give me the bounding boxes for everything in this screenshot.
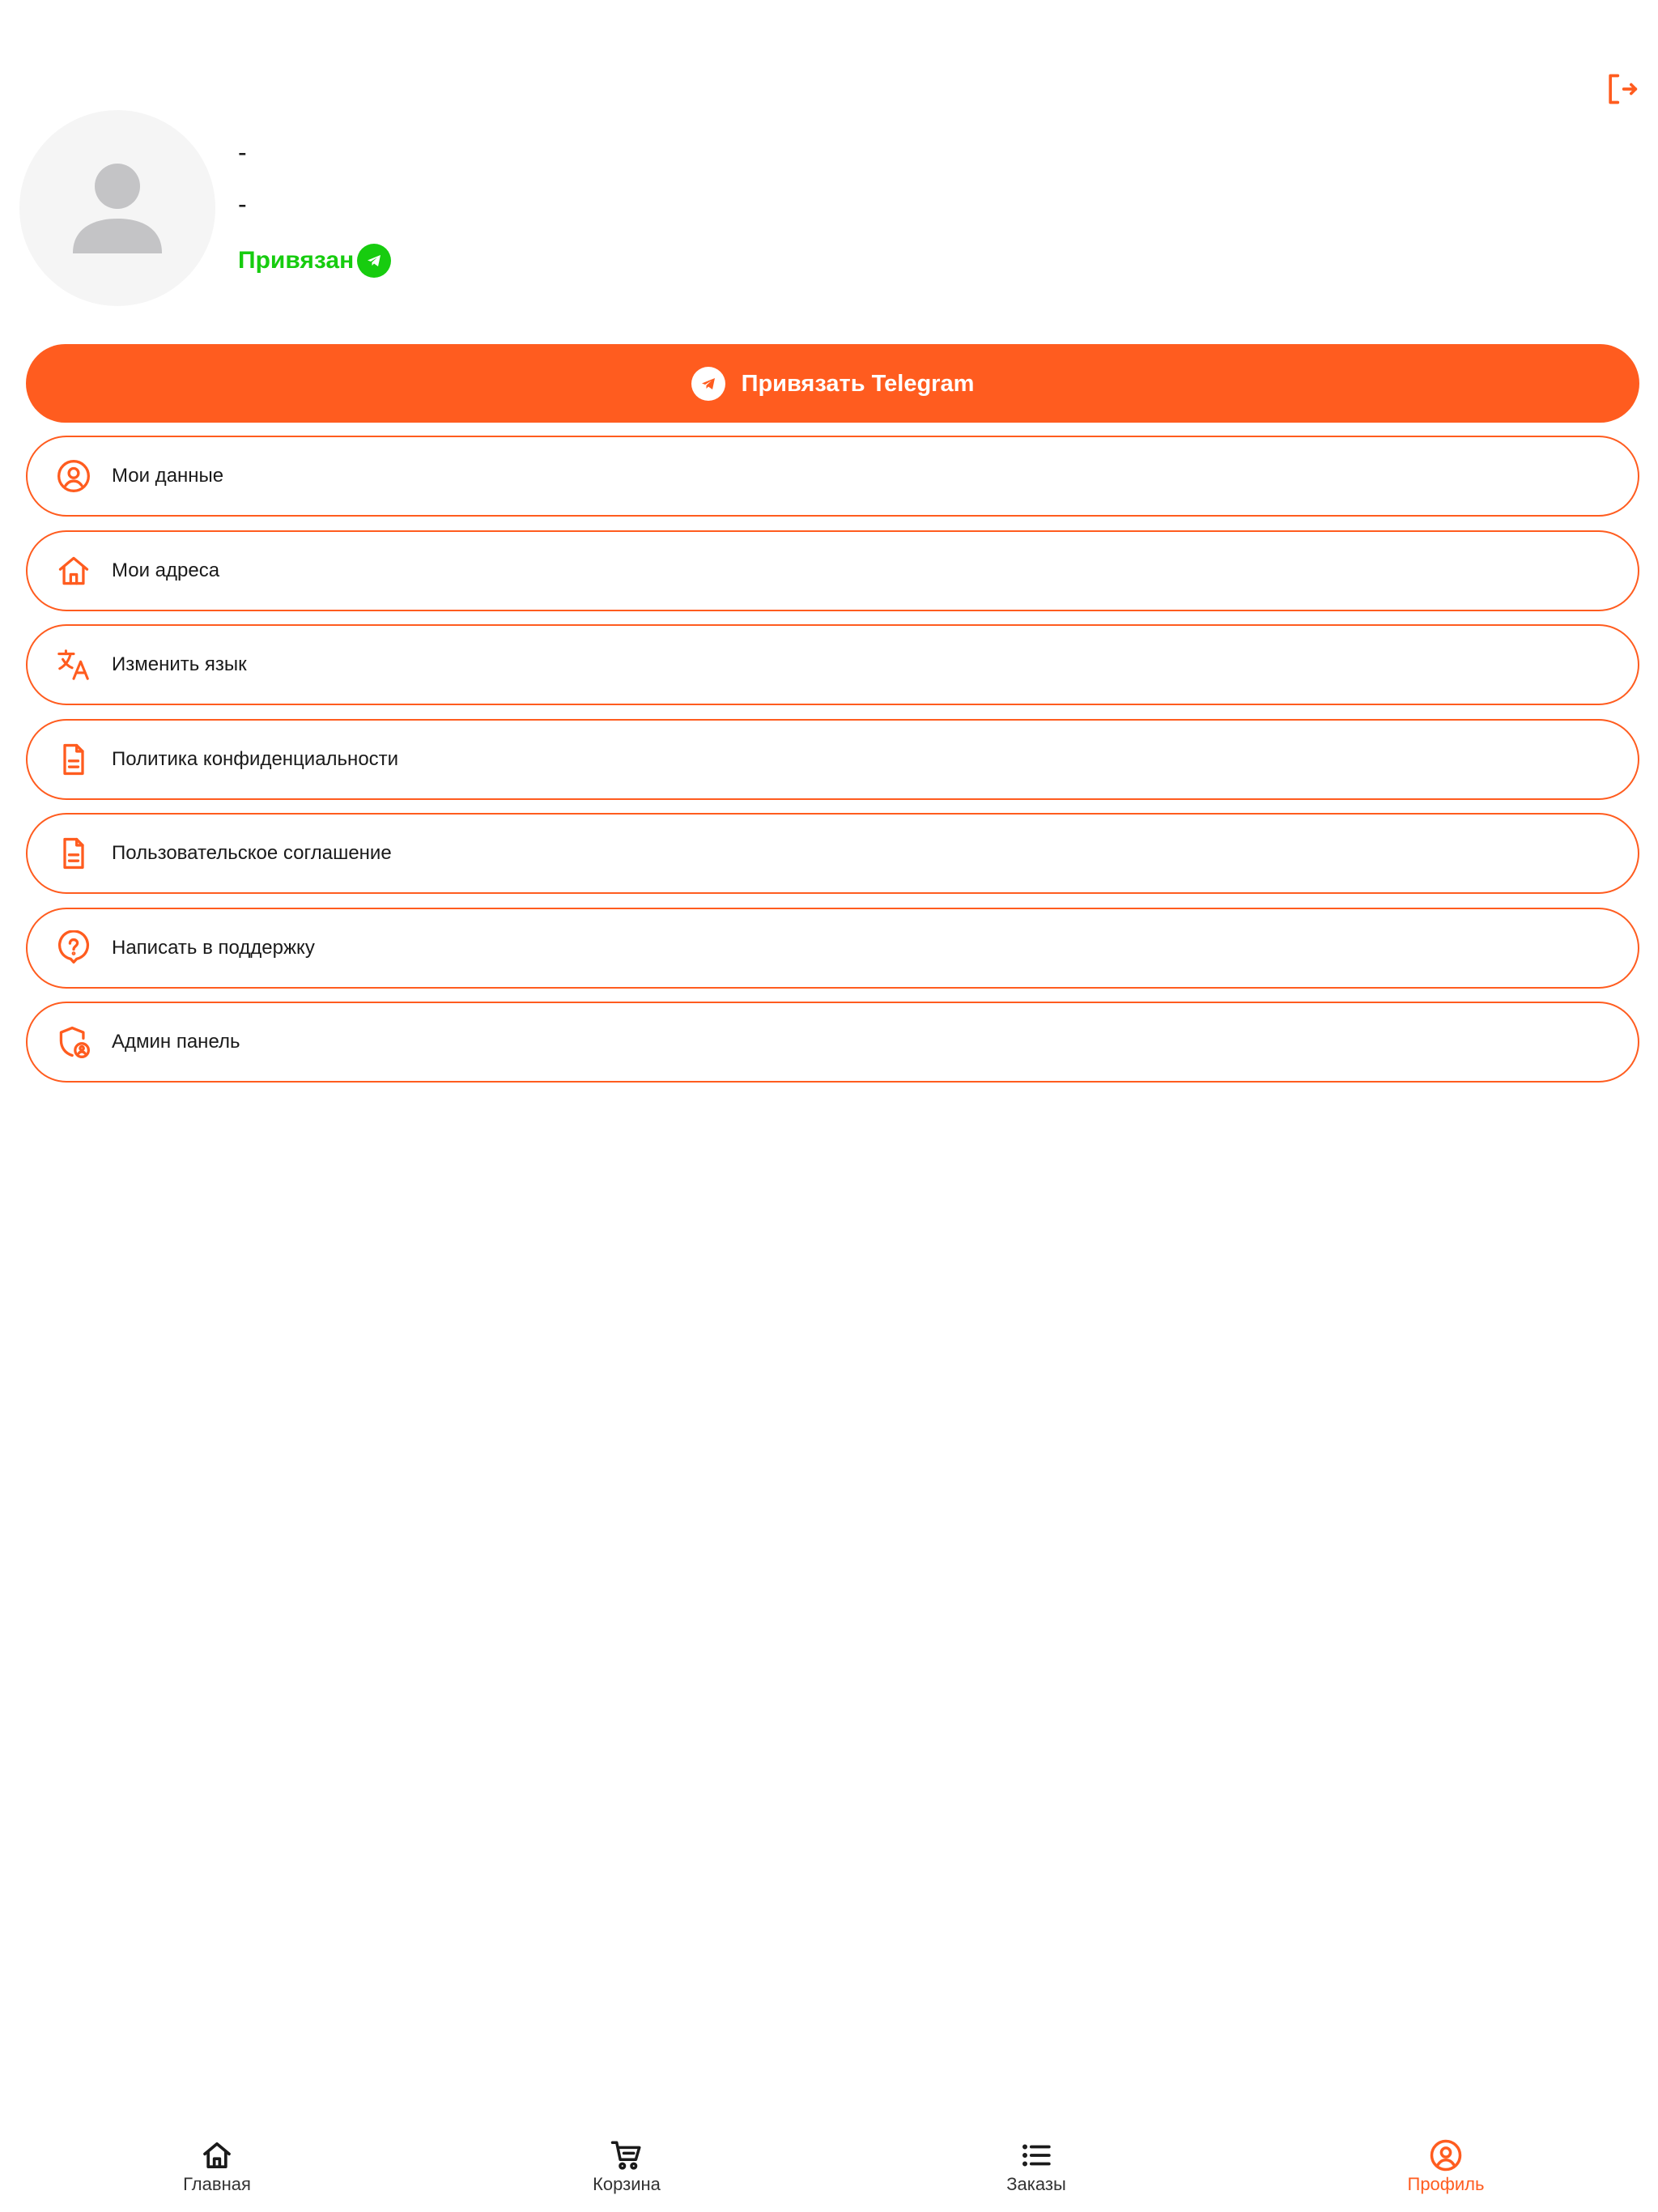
- home-icon: [55, 552, 92, 589]
- telegram-status-label: Привязан: [238, 247, 355, 274]
- menu-item-label: Админ панель: [112, 1031, 240, 1053]
- document-icon: [55, 835, 92, 872]
- menu-item-my-data[interactable]: [26, 436, 1639, 517]
- telegram-link-status: [238, 243, 391, 279]
- nav-label: Заказы: [1006, 2174, 1066, 2194]
- menu-item-admin-panel[interactable]: [26, 1002, 1639, 1083]
- logout-button[interactable]: [1601, 71, 1640, 110]
- menu-item-label: Политика конфиденциальности: [112, 747, 399, 770]
- admin-shield-icon: [55, 1023, 92, 1061]
- menu-item-label: Изменить язык: [112, 653, 247, 675]
- profile-name: -: [238, 138, 247, 167]
- menu-item-label: Пользовательское соглашение: [112, 842, 392, 864]
- nav-item-cart[interactable]: [546, 2138, 708, 2212]
- menu-item-label: Мои адреса: [112, 559, 220, 581]
- profile-menu: [26, 436, 1639, 1096]
- help-chat-icon: [55, 929, 92, 967]
- menu-item-my-addresses[interactable]: [26, 530, 1639, 611]
- menu-item-privacy-policy[interactable]: [26, 719, 1639, 800]
- profile-phone: -: [238, 189, 247, 219]
- list-icon: [1018, 2138, 1054, 2173]
- nav-item-orders[interactable]: [955, 2138, 1117, 2212]
- document-icon: [55, 741, 92, 778]
- logout-icon: [1603, 71, 1639, 111]
- telegram-icon: [357, 244, 391, 278]
- menu-item-support[interactable]: [26, 908, 1639, 989]
- link-telegram-button[interactable]: [26, 344, 1639, 423]
- translate-icon: [55, 646, 92, 683]
- bottom-nav: [0, 2138, 1658, 2212]
- person-placeholder-icon: [19, 110, 215, 306]
- menu-item-label: Написать в поддержку: [112, 936, 315, 959]
- nav-label: Главная: [183, 2174, 251, 2194]
- nav-item-profile[interactable]: [1365, 2138, 1527, 2212]
- nav-label: Профиль: [1407, 2174, 1485, 2194]
- user-circle-icon: [1428, 2138, 1464, 2173]
- menu-item-label: Мои данные: [112, 465, 224, 487]
- home-icon: [199, 2138, 235, 2173]
- telegram-icon: [691, 367, 725, 401]
- user-circle-icon: [55, 457, 92, 495]
- link-telegram-label: Привязать Telegram: [741, 370, 975, 397]
- avatar[interactable]: [19, 110, 215, 306]
- nav-label: Корзина: [593, 2174, 661, 2194]
- menu-item-user-agreement[interactable]: [26, 813, 1639, 894]
- nav-item-home[interactable]: [136, 2138, 298, 2212]
- cart-icon: [609, 2138, 644, 2173]
- menu-item-change-language[interactable]: [26, 624, 1639, 705]
